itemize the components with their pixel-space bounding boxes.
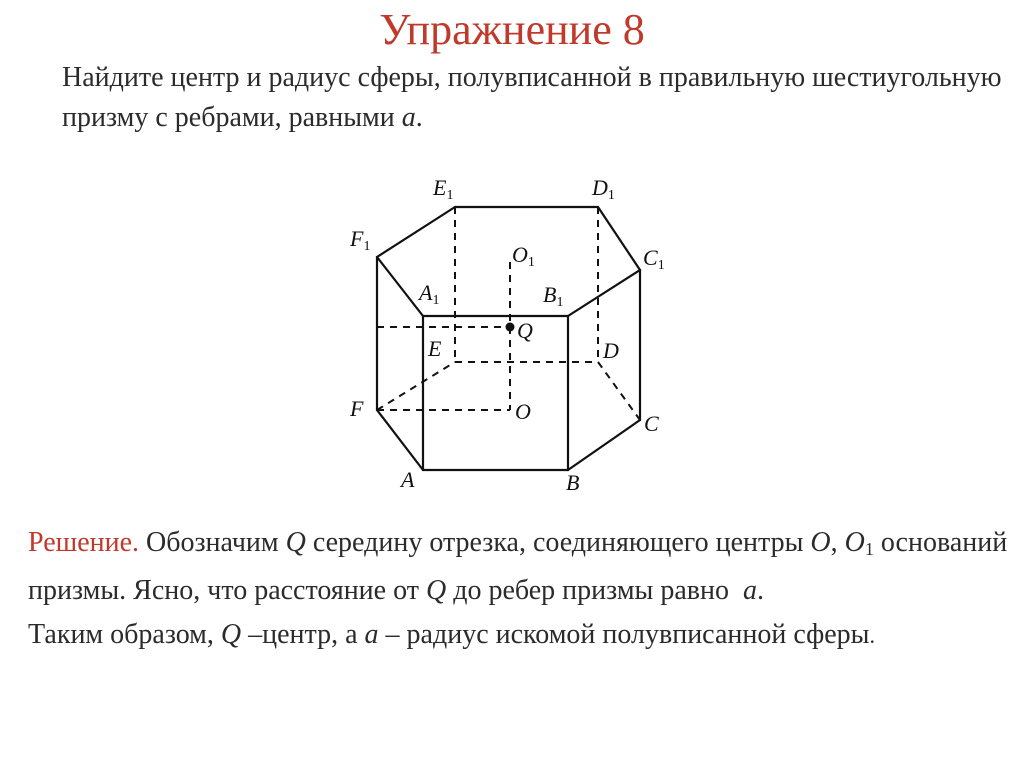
var-q: Q	[425, 575, 447, 606]
var-q: Q	[285, 527, 306, 558]
solution-period: .	[756, 575, 764, 606]
edge-c1-b1	[568, 270, 640, 316]
edge-d-c	[598, 362, 640, 420]
solution-separator: ,	[830, 527, 838, 558]
label-a1: A1	[419, 280, 440, 308]
edge-b-c	[568, 420, 640, 470]
var-a: a	[364, 619, 379, 650]
solution-text: оснований призмы. Ясно, что расстояние от	[28, 527, 1008, 606]
label-f1: F1	[350, 226, 371, 254]
var-o1: O	[844, 527, 865, 558]
solution-label: Решение.	[28, 527, 140, 558]
var-q: Q	[220, 619, 242, 650]
label-a: A	[401, 467, 415, 492]
problem-var-a: a	[401, 102, 416, 133]
solution-text: до ребер призмы равно	[453, 575, 729, 606]
edge-f-e	[377, 362, 455, 410]
label-b: B	[566, 470, 580, 495]
label-f: F	[350, 396, 364, 421]
solution-period: .	[869, 623, 875, 648]
problem-text: Найдите центр и радиус сферы, полувписанной в правильную шестиугольную призму с ребрами, равными	[62, 62, 1002, 133]
edge-f-a	[377, 410, 423, 470]
label-b1: B1	[543, 282, 564, 310]
label-c1: C1	[643, 245, 665, 273]
label-e: E	[428, 336, 442, 361]
label-e1: E1	[433, 175, 454, 203]
label-d: D	[603, 338, 619, 363]
solution-text: –центр, а	[248, 619, 358, 650]
label-d1: D1	[592, 175, 615, 203]
hexagonal-prism-diagram	[330, 168, 690, 498]
solution-text: середину отрезка, соединяющего центры	[312, 527, 804, 558]
solution-text: Таким образом,	[28, 619, 214, 650]
edge-d1-c1	[598, 207, 640, 270]
prism-figure	[330, 168, 690, 498]
var-a: a	[742, 575, 757, 606]
label-o: O	[515, 399, 531, 424]
label-o1: O1	[512, 242, 535, 270]
problem-period: .	[415, 102, 423, 133]
solution-text: Обозначим	[146, 527, 279, 558]
slide-title: Упражнение 8	[379, 5, 645, 54]
solution	[28, 522, 1008, 657]
point-q	[506, 323, 515, 332]
label-q: Q	[517, 318, 533, 343]
solution-text: – радиус искомой полувписанной сферы	[385, 619, 870, 650]
edge-a1-f1	[377, 257, 423, 316]
solution-paragraph-2	[28, 614, 1008, 657]
edge-f1-e1	[377, 207, 455, 257]
label-c: C	[644, 411, 659, 436]
problem-statement	[62, 58, 1002, 138]
var-o1-subscript: 1	[864, 539, 874, 559]
var-o: O	[810, 527, 831, 558]
solution-paragraph-1	[28, 522, 1008, 612]
